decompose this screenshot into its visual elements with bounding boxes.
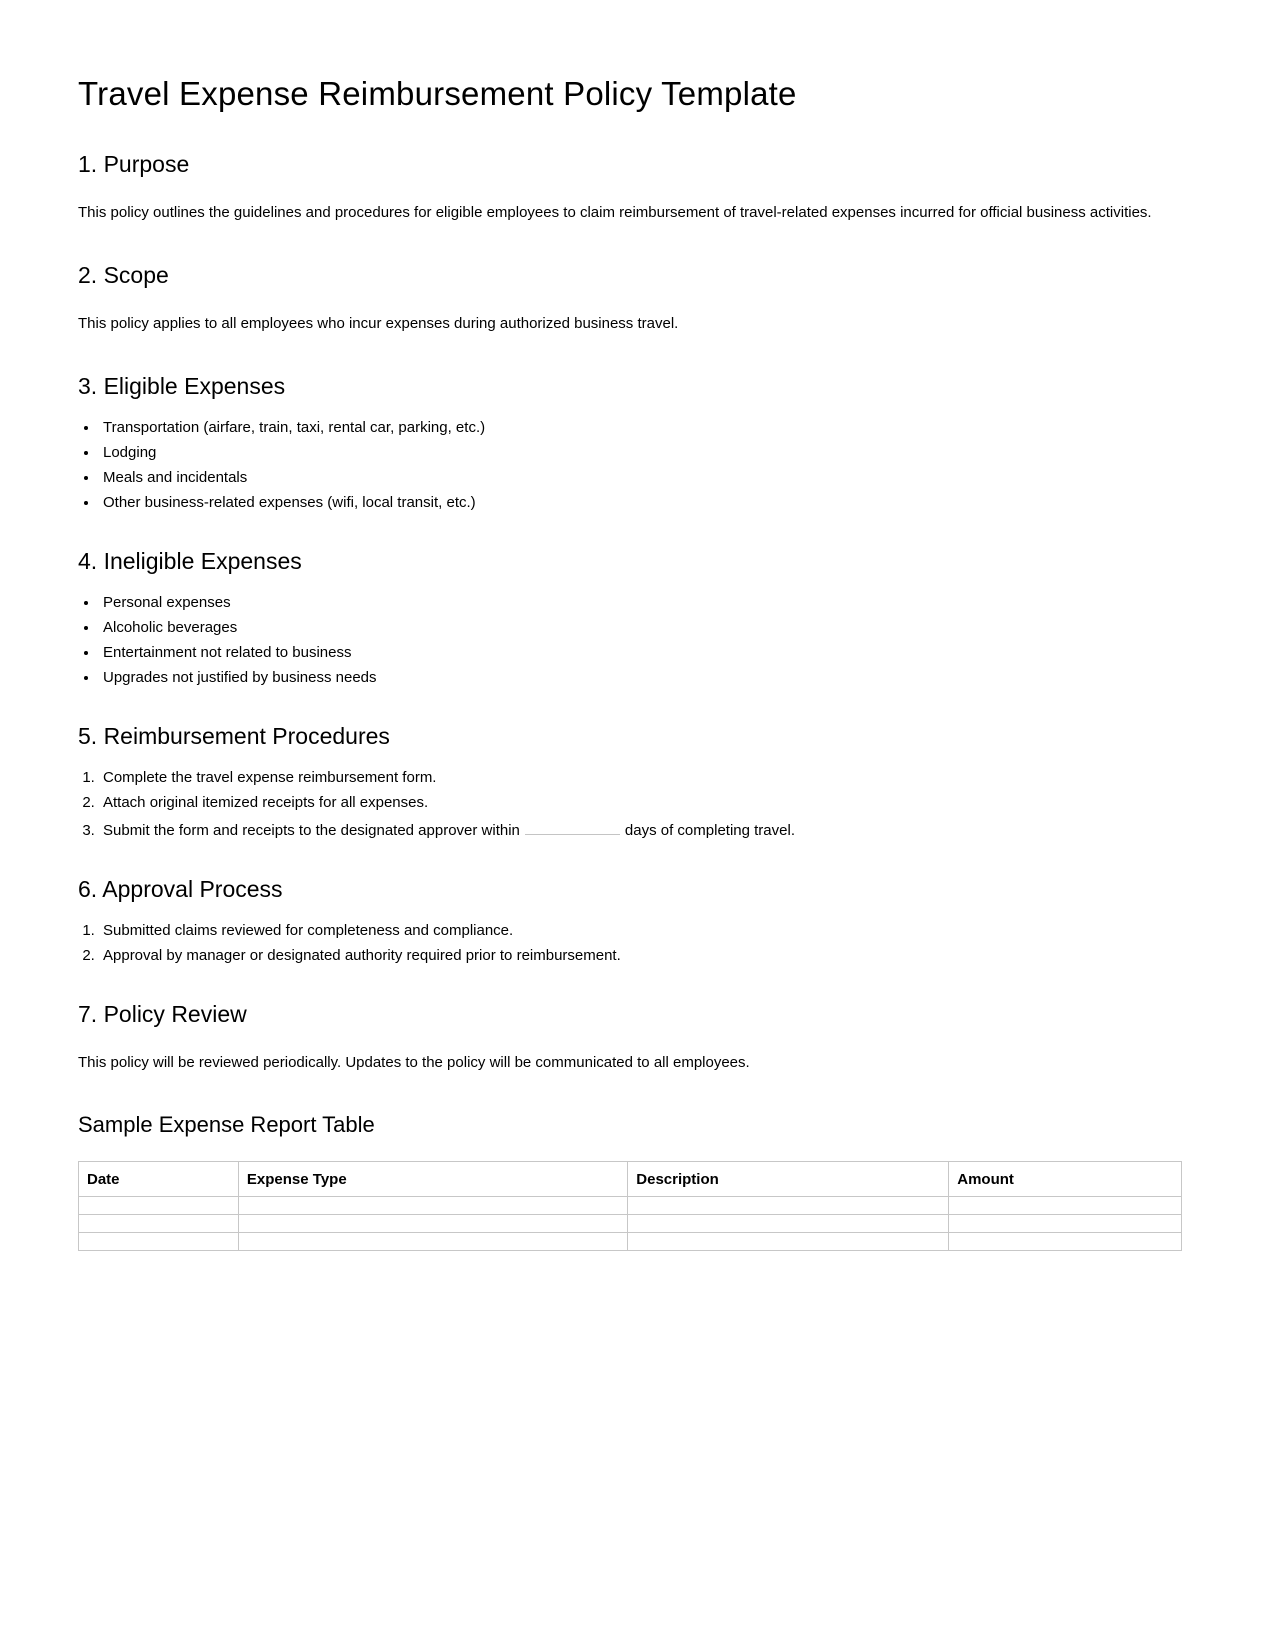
section-heading-purpose: 1. Purpose bbox=[78, 151, 190, 177]
list-item: • Personal expenses bbox=[99, 595, 1182, 611]
blank-item-text-before: Submit the form and receipts to the designated approver within bbox=[103, 822, 520, 839]
list-item: • Transportation (airfare, train, taxi, rental car, parking, etc.) bbox=[99, 420, 1182, 436]
list-item: • Meals and incidentals bbox=[99, 470, 1182, 486]
table-cell[interactable] bbox=[238, 1233, 627, 1251]
document-title: Travel Expense Reimbursement Policy Template bbox=[78, 75, 797, 112]
table-cell[interactable] bbox=[79, 1233, 239, 1251]
list-item: • Other business-related expenses (wifi, local transit, etc.) bbox=[99, 495, 1182, 511]
table-cell[interactable] bbox=[949, 1233, 1182, 1251]
scope-paragraph: This policy applies to all employees who incur expenses during authorized business travel. bbox=[78, 315, 679, 332]
table-cell[interactable] bbox=[79, 1197, 239, 1215]
table-row bbox=[79, 1197, 1182, 1215]
fill-in-blank[interactable] bbox=[525, 820, 620, 835]
policy-review-paragraph: This policy will be reviewed periodically. Updates to the policy will be communicated to all employees. bbox=[78, 1054, 750, 1071]
table-row bbox=[79, 1215, 1182, 1233]
table-header-row bbox=[79, 1162, 1182, 1197]
list-item bbox=[99, 820, 1182, 839]
list-item: 1. Complete the travel expense reimbursement form. bbox=[99, 770, 1182, 786]
table-row bbox=[79, 1233, 1182, 1251]
table-cell[interactable] bbox=[79, 1215, 239, 1233]
list-item: • Upgrades not justified by business needs bbox=[99, 670, 1182, 686]
list-item: 2. Attach original itemized receipts for all expenses. bbox=[99, 795, 1182, 811]
eligible-expenses-list bbox=[78, 420, 1182, 511]
list-item: • Alcoholic beverages bbox=[99, 620, 1182, 636]
section-heading-ineligible-expenses: 4. Ineligible Expenses bbox=[78, 548, 302, 574]
reimbursement-procedures-list bbox=[78, 770, 1182, 839]
purpose-paragraph: This policy outlines the guidelines and procedures for eligible employees to claim reimbursement of travel-related expenses incurred for official business activities. bbox=[78, 204, 1152, 221]
table-cell[interactable] bbox=[949, 1215, 1182, 1233]
section-heading-scope: 2. Scope bbox=[78, 262, 169, 288]
section-heading-reimbursement-procedures: 5. Reimbursement Procedures bbox=[78, 723, 390, 749]
table-cell[interactable] bbox=[628, 1197, 949, 1215]
column-header-description: Description bbox=[628, 1162, 949, 1197]
list-item: 2. Approval by manager or designated authority required prior to reimbursement. bbox=[99, 948, 1182, 964]
column-header-expense-type: Expense Type bbox=[238, 1162, 627, 1197]
ineligible-expenses-list bbox=[78, 595, 1182, 686]
table-cell[interactable] bbox=[238, 1197, 627, 1215]
table-cell[interactable] bbox=[238, 1215, 627, 1233]
table-cell[interactable] bbox=[949, 1197, 1182, 1215]
section-heading-eligible-expenses: 3. Eligible Expenses bbox=[78, 373, 286, 399]
list-item: • Entertainment not related to business bbox=[99, 645, 1182, 661]
section-heading-approval-process: 6. Approval Process bbox=[78, 876, 283, 902]
list-item: • Lodging bbox=[99, 445, 1182, 461]
table-cell[interactable] bbox=[628, 1215, 949, 1233]
column-header-date: Date bbox=[79, 1162, 239, 1197]
blank-item-text-after: days of completing travel. bbox=[624, 822, 795, 839]
expense-table-heading: Sample Expense Report Table bbox=[78, 1112, 375, 1137]
table-cell[interactable] bbox=[628, 1233, 949, 1251]
section-heading-policy-review: 7. Policy Review bbox=[78, 1001, 247, 1027]
expense-table bbox=[78, 1161, 1182, 1251]
approval-process-list bbox=[78, 923, 1182, 964]
column-header-amount: Amount bbox=[949, 1162, 1182, 1197]
list-item: 1. Submitted claims reviewed for completeness and compliance. bbox=[99, 923, 1182, 939]
